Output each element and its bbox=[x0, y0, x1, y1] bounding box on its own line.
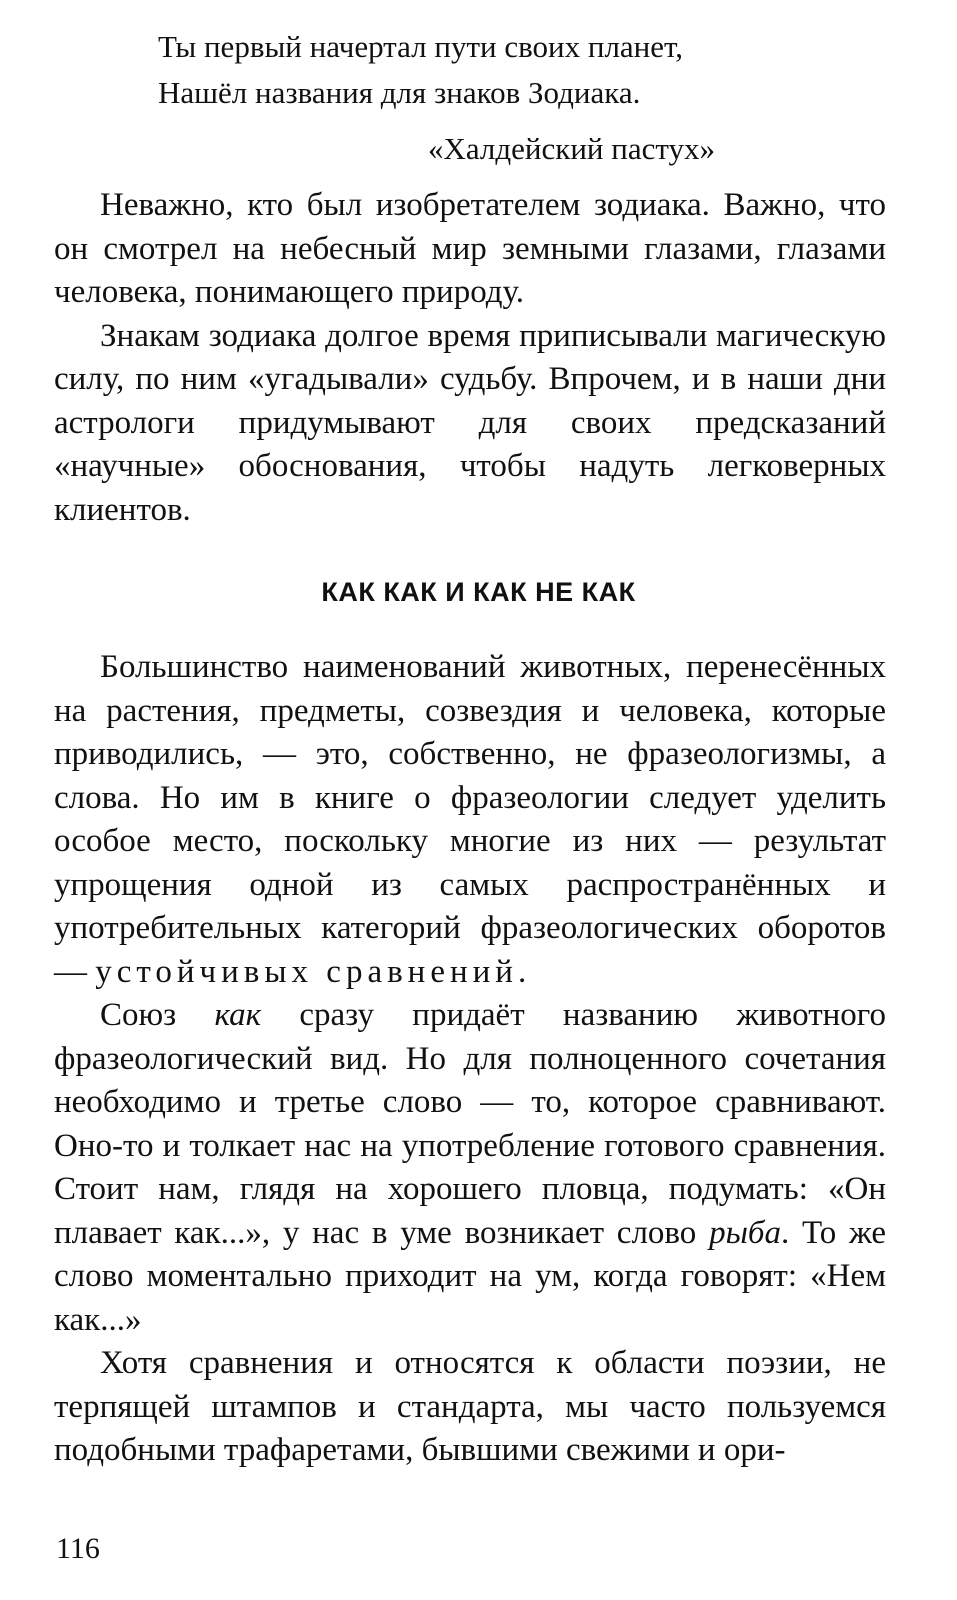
epigraph-line-2: Нашёл названия для знаков Зодиака. bbox=[158, 75, 641, 110]
epigraph-line-1: Ты первый начертал пути своих планет, bbox=[158, 29, 683, 64]
spaced-term: устойчивых сравнений bbox=[95, 953, 518, 990]
paragraph-2-mid: сразу придаёт названию животного фразеологический вид. Но для полноценного сочетания необходимо и третье слово — то, которое сравнивают. Оно-то и толкает нас на употребление готового сравнения. Стоит нам, глядя на хорошего пловца, подумать: «Он плавает как...», у нас в уме возникает слово bbox=[54, 997, 886, 1251]
paragraph-2-start: Союз bbox=[100, 997, 215, 1033]
italic-ryba: рыба bbox=[709, 1214, 782, 1251]
section-text bbox=[54, 646, 886, 1473]
intro-text bbox=[54, 184, 886, 532]
page-number: 116 bbox=[56, 1532, 100, 1565]
paragraph-2-end: . То же слово моментально приходит на ум, когда говорят: «Нем как...» bbox=[54, 1214, 886, 1338]
epigraph-source: «Халдейский пастух» bbox=[428, 131, 716, 166]
italic-kak: как bbox=[214, 997, 262, 1033]
section-paragraph-1 bbox=[54, 646, 886, 994]
intro-paragraph-1: Неважно, кто был изобретателем зодиака. Важно, что он смотрел на небесный мир земными глазами, глазами человека, понимающего природу. bbox=[54, 187, 886, 310]
intro-paragraph-2: Знакам зодиака долгое время приписывали магическую силу, по ним «угадывали» судьбу. Впрочем, и в наши дни астрологи придумывают для своих предсказаний «научные» обоснования, чтобы надуть легковерных клиентов. bbox=[54, 317, 886, 528]
epigraph bbox=[158, 24, 878, 172]
section-heading: КАК КАК И КАК НЕ КАК bbox=[321, 577, 636, 607]
paragraph-1-end: . bbox=[517, 953, 527, 990]
paragraph-1-text: Большинство наименований животных, перенесённых на растения, предметы, созвездия и человека, которые приводились, — это, собственно, не фразеологизмы, а слова. Но им в книге о фразеологии следует уделить особое место, поскольку многие из них — результат упрощения одной из самых распространённых и употребительных категорий фразеологических оборотов — bbox=[54, 649, 886, 990]
section-paragraph-2 bbox=[54, 994, 886, 1342]
section-paragraph-3: Хотя сравнения и относятся к области поэзии, не терпящей штампов и стандарта, мы часто пользуемся подобными трафаретами, бывшими свежими и ори- bbox=[54, 1345, 886, 1468]
